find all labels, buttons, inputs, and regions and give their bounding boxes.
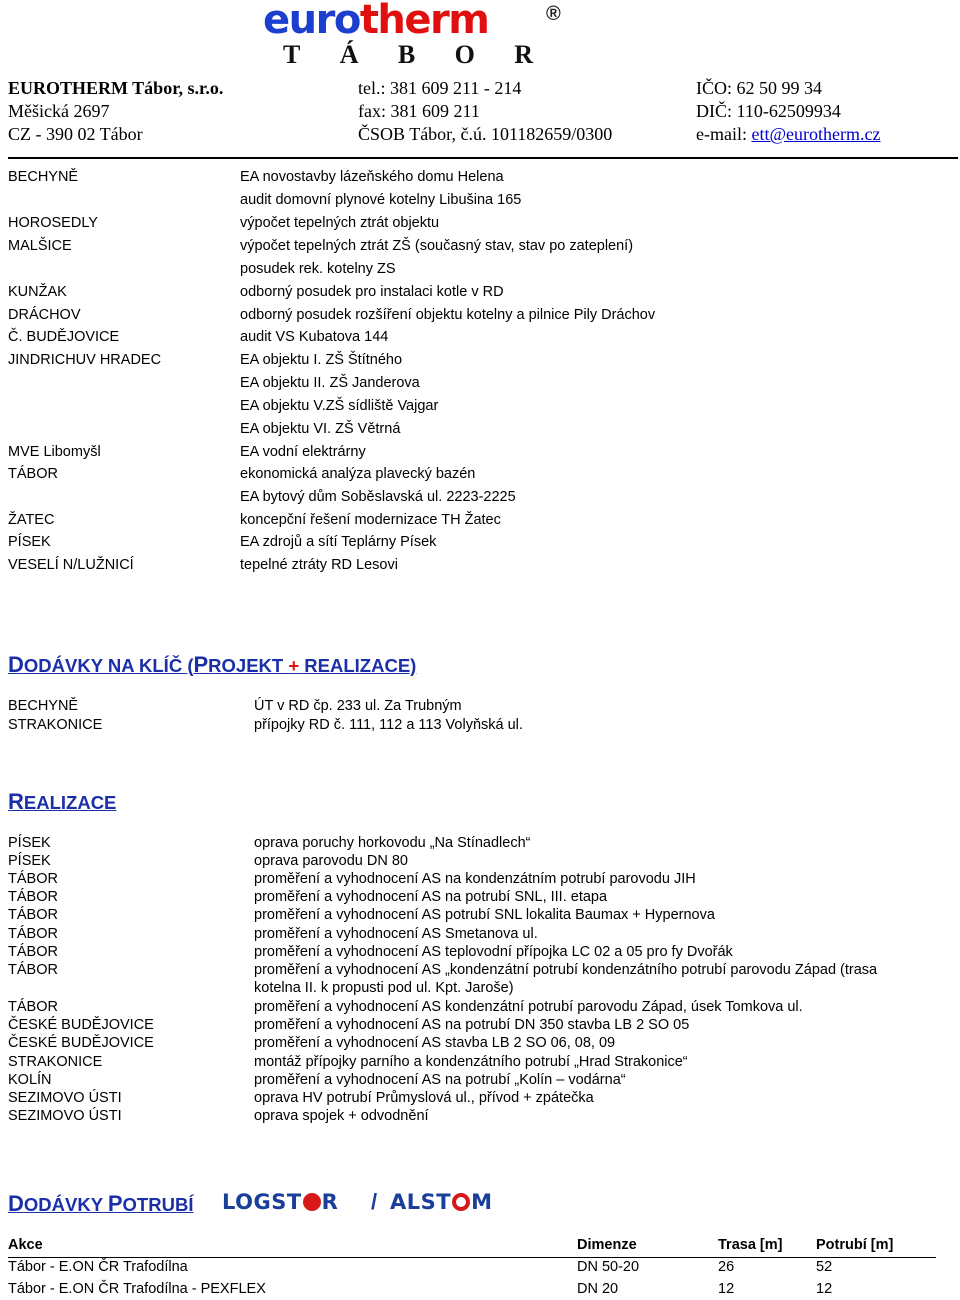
logstor-logo	[222, 1190, 338, 1214]
logo-tabor-letter: T	[283, 40, 301, 69]
company-address	[8, 77, 223, 146]
column-header-route: Trasa [m]	[718, 1237, 783, 1253]
logo-tabor	[283, 42, 533, 68]
logstor-o-icon	[303, 1193, 321, 1211]
heading-initial: R	[8, 789, 24, 814]
item-text: proměření a vyhodnocení AS kondenzátní potrubí parovodu Západ, úsek Tomkova ul.	[254, 999, 803, 1015]
column-header-pipe: Potrubí [m]	[816, 1237, 894, 1253]
item-text: přípojky RD č. 111, 112 a 113 Volyňská ul.	[254, 717, 523, 733]
logo-tabor-letter: O	[454, 40, 475, 69]
item-text: proměření a vyhodnocení AS Smetanova ul.	[254, 926, 538, 942]
company-dic: DIČ: 110-62509934	[696, 101, 841, 121]
item-location: BECHYNĚ	[8, 169, 79, 185]
logo-word-euro: euro	[263, 0, 360, 43]
table-row	[8, 1280, 936, 1300]
item-location: VESELÍ N/LUŽNICÍ	[8, 557, 134, 573]
heading-text: ROJEKT	[208, 655, 289, 676]
item-text: proměření a vyhodnocení AS teplovodní přípojka LC 02 a 05 pro fy Dvořák	[254, 944, 733, 960]
company-phone: tel.: 381 609 211 - 214	[358, 78, 522, 98]
item-location: MVE Libomyšl	[8, 444, 101, 460]
item-location: SEZIMOVO ÚSTI	[8, 1108, 122, 1124]
item-text: EA objektu II. ZŠ Janderova	[240, 375, 420, 391]
item-location: ČESKÉ BUDĚJOVICE	[8, 1017, 154, 1033]
item-text: kotelna II. k propusti pod ul. Kpt. Jaroše)	[254, 980, 514, 996]
item-location: MALŠICE	[8, 238, 72, 254]
item-text: proměření a vyhodnocení AS na potrubí „Kolín – vodárna“	[254, 1072, 626, 1088]
logo-separator: /	[371, 1189, 378, 1214]
item-location: KOLÍN	[8, 1072, 52, 1088]
heading-initial: D	[8, 652, 24, 677]
item-text: posudek rek. kotelny ZS	[240, 261, 396, 277]
email-label: e-mail:	[696, 124, 752, 144]
logo-tabor-letter: R	[514, 40, 533, 69]
item-location: PÍSEK	[8, 853, 51, 869]
item-location: STRAKONICE	[8, 1054, 103, 1070]
item-location: PÍSEK	[8, 835, 51, 851]
item-location: JINDRICHUV HRADEC	[8, 352, 162, 368]
table-cell: DN 20	[577, 1281, 619, 1297]
section-heading-pipes	[8, 1193, 193, 1216]
item-text: EA novostavby lázeňského domu Helena	[240, 169, 504, 185]
item-text: proměření a vyhodnocení AS na kondenzátním potrubí parovodu JIH	[254, 871, 696, 887]
item-location: Č. BUDĚJOVICE	[8, 329, 120, 345]
item-text: výpočet tepelných ztrát ZŠ (současný stav, stav po zateplení)	[240, 238, 634, 254]
company-name: EUROTHERM Tábor, s.r.o.	[8, 78, 224, 98]
item-location: KUNŽAK	[8, 284, 67, 300]
item-location: STRAKONICE	[8, 717, 103, 733]
section-heading-turnkey	[8, 654, 416, 677]
column-header-dimension: Dimenze	[577, 1237, 637, 1253]
logo-text: ALST	[390, 1190, 452, 1214]
item-text: proměření a vyhodnocení AS na potrubí DN 350 stavba LB 2 SO 05	[254, 1017, 690, 1033]
eurotherm-logo	[263, 0, 583, 68]
table-cell: Tábor - E.ON ČR Trafodílna	[8, 1259, 188, 1275]
section-heading-realizace	[8, 791, 116, 814]
item-text: oprava poruchy horkovodu „Na Stínadlech“	[254, 835, 531, 851]
logo-wordmark	[263, 0, 489, 43]
heading-text: ODÁVKY NA KLÍČ (	[23, 655, 194, 676]
item-text: proměření a vyhodnocení AS stavba LB 2 SO 06, 08, 09	[254, 1035, 616, 1051]
item-location: SEZIMOVO ÚSTI	[8, 1090, 122, 1106]
item-text: oprava HV potrubí Průmyslová ul., přívod + zpátečka	[254, 1090, 594, 1106]
item-location: TÁBOR	[8, 962, 58, 978]
heading-text: OTRUBÍ	[122, 1194, 194, 1215]
item-text: ekonomická analýza plavecký bazén	[240, 466, 476, 482]
column-header-action: Akce	[8, 1237, 43, 1253]
item-location: BECHYNĚ	[8, 698, 79, 714]
item-text: montáž přípojky parního a kondenzátního potrubí „Hrad Strakonice“	[254, 1054, 688, 1070]
table-row	[8, 1258, 936, 1280]
item-text: proměření a vyhodnocení AS na potrubí SNL, III. etapa	[254, 889, 608, 905]
logo-text: R	[321, 1190, 339, 1214]
company-ids	[696, 77, 881, 146]
table-cell: DN 50-20	[577, 1259, 640, 1275]
company-ico: IČO: 62 50 99 34	[696, 78, 822, 98]
company-contacts	[358, 77, 612, 146]
logo-tabor-letter: B	[397, 40, 416, 69]
item-text: proměření a vyhodnocení AS potrubí SNL lokalita Baumax + Hypernova	[254, 907, 715, 923]
item-text: oprava parovodu DN 80	[254, 853, 408, 869]
item-location: HOROSEDLY	[8, 215, 98, 231]
item-location: TÁBOR	[8, 999, 58, 1015]
logo-text: LOGST	[222, 1190, 302, 1214]
company-email-line	[696, 123, 881, 146]
heading-initial: D	[8, 1191, 24, 1216]
alstom-o-icon	[452, 1193, 470, 1211]
item-text: EA objektu VI. ZŠ Větrná	[240, 421, 401, 437]
item-location: ČESKÉ BUDĚJOVICE	[8, 1035, 154, 1051]
table-cell: 26	[718, 1259, 735, 1275]
item-text: odborný posudek pro instalaci kotle v RD	[240, 284, 504, 300]
registered-mark-icon: ®	[546, 3, 561, 25]
item-location: TÁBOR	[8, 907, 58, 923]
item-text: odborný posudek rozšíření objektu kotelny a pilnice Pily Dráchov	[240, 307, 656, 323]
item-location: PÍSEK	[8, 534, 51, 550]
item-text: výpočet tepelných ztrát objektu	[240, 215, 440, 231]
item-text: EA zdrojů a sítí Teplárny Písek	[240, 534, 437, 550]
logo-tabor-letter: Á	[339, 40, 359, 69]
item-text: koncepční řešení modernizace TH Žatec	[240, 512, 501, 528]
item-location: TÁBOR	[8, 889, 58, 905]
item-text: EA objektu I. ZŠ Štítného	[240, 352, 403, 368]
item-location: TÁBOR	[8, 871, 58, 887]
heading-initial: P	[193, 652, 209, 677]
table-cell: Tábor - E.ON ČR Trafodílna - PEXFLEX	[8, 1281, 266, 1297]
company-bank: ČSOB Tábor, č.ú. 101182659/0300	[358, 124, 613, 144]
item-text: audit domovní plynové kotelny Libušina 165	[240, 192, 522, 208]
heading-text: REALIZACE)	[299, 655, 417, 676]
pipe-deliveries-table	[8, 1236, 936, 1300]
item-text: oprava spojek + odvodnění	[254, 1108, 429, 1124]
item-text: EA objektu V.ZŠ sídliště Vajgar	[240, 398, 439, 414]
item-location: TÁBOR	[8, 926, 58, 942]
item-text: proměření a vyhodnocení AS „kondenzátní potrubí kondenzátního potrubí parovodu Západ (trasa	[254, 962, 878, 978]
item-text: audit VS Kubatova 144	[240, 329, 389, 345]
logo-text: M	[471, 1190, 493, 1214]
company-fax: fax: 381 609 211	[358, 101, 480, 121]
email-link[interactable]: ett@eurotherm.cz	[751, 124, 881, 144]
plus-icon: +	[288, 655, 300, 676]
heading-text: ODÁVKY	[23, 1194, 108, 1215]
heading-initial: P	[107, 1191, 123, 1216]
item-location: TÁBOR	[8, 944, 58, 960]
table-header-row	[8, 1236, 936, 1258]
company-city: CZ - 390 02 Tábor	[8, 124, 143, 144]
logo-word-therm: therm	[359, 0, 489, 43]
table-cell: 12	[816, 1281, 833, 1297]
item-text: EA bytový dům Soběslavská ul. 2223-2225	[240, 489, 516, 505]
item-text: tepelné ztráty RD Lesovi	[240, 557, 398, 573]
table-cell: 52	[816, 1259, 833, 1275]
table-cell: 12	[718, 1281, 735, 1297]
company-street: Měšická 2697	[8, 101, 110, 121]
item-location: TÁBOR	[8, 466, 58, 482]
header-divider	[8, 157, 958, 159]
item-text: EA vodní elektrárny	[240, 444, 366, 460]
heading-text: EALIZACE	[23, 792, 117, 813]
item-text: ÚT v RD čp. 233 ul. Za Trubným	[254, 698, 462, 714]
alstom-logo	[390, 1190, 493, 1214]
item-location: ŽATEC	[8, 512, 55, 528]
item-location: DRÁCHOV	[8, 307, 81, 323]
